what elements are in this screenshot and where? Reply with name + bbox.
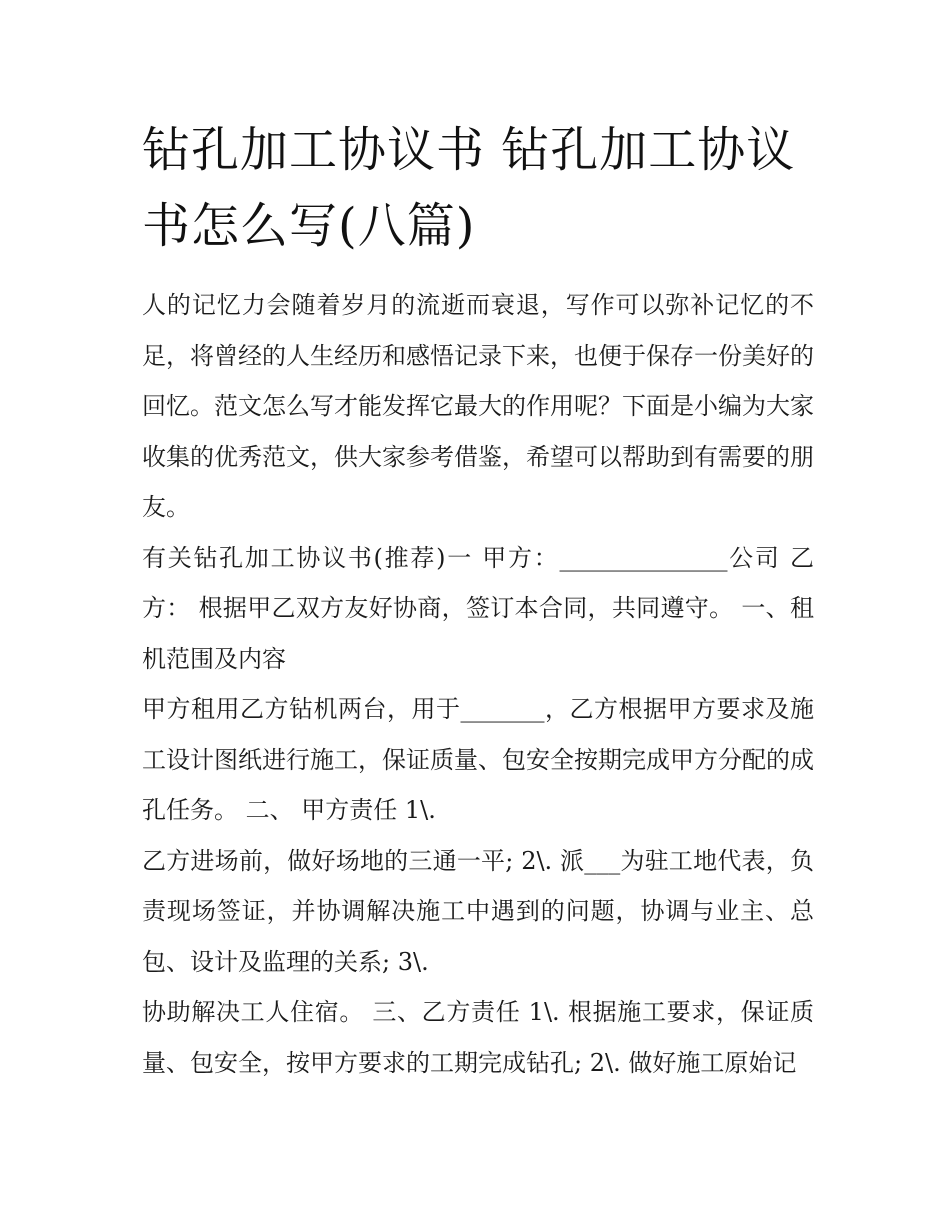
paragraph-rental-scope: 甲方租用乙方钻机两台，用于_______，乙方根据甲方要求及施工设计图纸进行施工，保证质量、包安全按期完成甲方分配的成孔任务。 二、 甲方责任 1\. — [142, 695, 814, 824]
document-page — [142, 112, 814, 1088]
paragraph-party-b-duties: 协助解决工人住宿。 三、乙方责任 1\. 根据施工要求，保证质量、包安全，按甲方要求的工期完成钻孔; 2\. 做好施工原始记 — [142, 998, 814, 1077]
document-body — [142, 280, 814, 1088]
paragraph-intro: 人的记忆力会随着岁月的流逝而衰退，写作可以弥补记忆的不足，将曾经的人生经历和感悟记录下来，也便于保存一份美好的回忆。范文怎么写才能发挥它最大的作用呢？下面是小编为大家收集的优秀范文，供大家参考借鉴，希望可以帮助到有需要的朋友。 — [142, 291, 814, 521]
paragraph-party-a-duties: 乙方进场前，做好场地的三通一平; 2\. 派___为驻工地代表，负责现场签证，并协调解决施工中遇到的问题，协调与业主、总包、设计及监理的关系; 3\. — [142, 846, 814, 976]
document-title: 钻孔加工协议书 钻孔加工协议书怎么写(八篇) — [142, 122, 796, 254]
paragraph-parties: 有关钻孔加工协议书(推荐)一 甲方：______________公司 乙方： 根据甲乙双方友好协商，签订本合同，共同遵守。 一、租机范围及内容 — [142, 543, 814, 673]
